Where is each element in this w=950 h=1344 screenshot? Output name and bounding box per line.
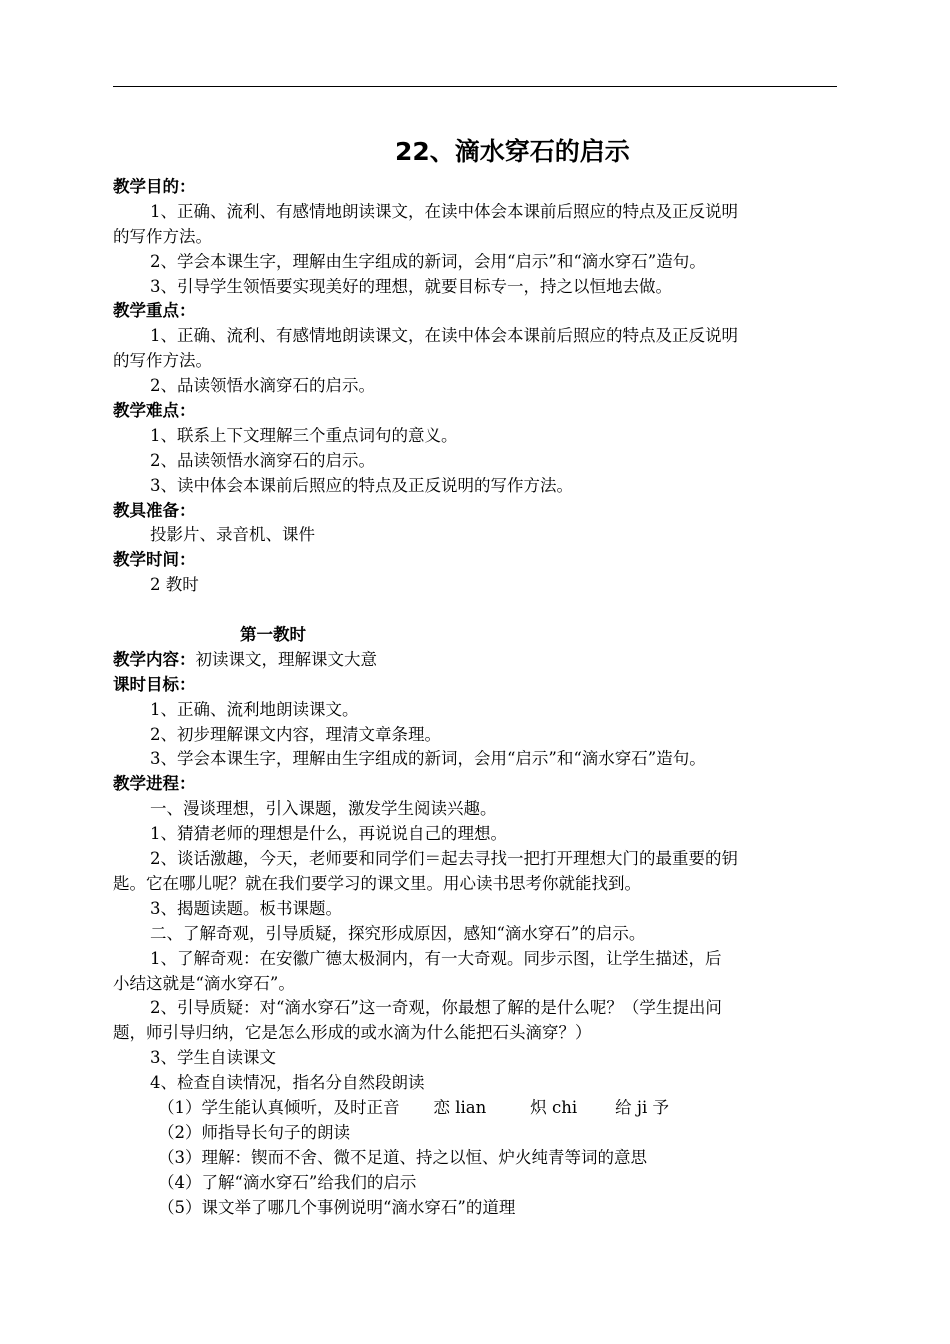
process-step: 2、引导质疑：对“滴水穿石”这一奇观，你最想了解的是什么呢？（学生提出问	[150, 998, 722, 1018]
difficulties-heading: 教学难点：	[113, 401, 196, 421]
objective-2: 2、初步理解课文内容，理清文章条理。	[150, 724, 441, 744]
key-point-1-cont: 的写作方法。	[113, 351, 212, 371]
process-step: 3、揭题读题。板书课题。	[150, 898, 342, 918]
sub-step-3: （3）理解：锲而不舍、微不足道、持之以恒、炉火纯青等词的意思	[158, 1147, 647, 1167]
spacer	[113, 598, 837, 623]
sub-step-5: （5）课文举了哪几个事例说明“滴水穿石”的道理	[158, 1197, 516, 1217]
process-heading: 教学进程：	[113, 774, 196, 794]
lesson-content-line	[113, 648, 837, 673]
time-heading: 教学时间：	[113, 550, 196, 570]
pinyin-chi: 炽 chi	[530, 1097, 578, 1117]
tools-text: 投影片、录音机、课件	[150, 525, 315, 545]
lesson-content-label: 教学内容：	[113, 649, 196, 669]
difficulty-2: 2、品读领悟水滴穿石的启示。	[150, 450, 375, 470]
difficulty-3: 3、读中体会本课前后照应的特点及正反说明的写作方法。	[150, 475, 573, 495]
process-step-cont: 小结这就是“滴水穿石”。	[113, 973, 295, 993]
header-rule	[113, 86, 837, 87]
process-step: 2、谈话激趣，今天，老师要和同学们＝起去寻找一把打开理想大门的最重要的钥	[150, 849, 738, 869]
difficulty-1: 1、联系上下文理解三个重点词句的意义。	[150, 425, 458, 445]
process-step: 一、漫谈理想，引入课题，激发学生阅读兴趣。	[150, 799, 497, 819]
time-text: 2 教时	[150, 575, 199, 595]
key-point-2: 2、品读领悟水滴穿石的启示。	[150, 376, 375, 396]
sub-step-1-text: （1）学生能认真倾听，及时正音	[158, 1097, 400, 1117]
objective-3: 3、学会本课生字，理解由生字组成的新词，会用“启示”和“滴水穿石”造句。	[150, 749, 706, 769]
goal-item-1: 1、正确、流利、有感情地朗读课文，在读中体会本课前后照应的特点及正反说明	[150, 201, 738, 221]
pinyin-ji: 给 ji 予	[615, 1097, 670, 1117]
key-points-heading: 教学重点：	[113, 301, 196, 321]
lesson-content-text: 初读课文，理解课文大意	[195, 649, 377, 669]
lesson-heading: 第一教时	[240, 625, 306, 645]
document-body	[113, 175, 837, 1220]
goal-item-3: 3、引导学生领悟要实现美好的理想，就要目标专一，持之以恒地去做。	[150, 276, 672, 296]
process-step: 二、了解奇观，引导质疑，探究形成原因，感知“滴水穿石”的启示。	[150, 923, 646, 943]
process-step-cont: 题，师引导归纳，它是怎么形成的或水滴为什么能把石头滴穿？）	[113, 1023, 592, 1043]
objective-1: 1、正确、流利地朗读课文。	[150, 699, 359, 719]
goal-item-1-cont: 的写作方法。	[113, 226, 212, 246]
sub-step-1	[113, 1096, 837, 1121]
process-step: 4、检查自读情况，指名分自然段朗读	[150, 1073, 425, 1093]
sub-step-2: （2）师指导长句子的朗读	[158, 1122, 350, 1142]
page-title: 22、滴水穿石的启示	[395, 137, 630, 166]
goals-heading: 教学目的：	[113, 177, 196, 196]
process-step-cont: 匙。它在哪儿呢？就在我们要学习的课文里。用心读书思考你就能找到。	[113, 873, 641, 893]
tools-heading: 教具准备：	[113, 500, 196, 520]
pinyin-lian: 恋 lian	[433, 1097, 487, 1117]
process-step: 1、了解奇观：在安徽广德太极洞内，有一大奇观。同步示图，让学生描述，后	[150, 948, 722, 968]
sub-step-4: （4）了解“滴水穿石”给我们的启示	[158, 1172, 417, 1192]
process-step: 3、学生自读课文	[150, 1048, 276, 1068]
objectives-heading: 课时目标：	[113, 674, 196, 694]
key-point-1: 1、正确、流利、有感情地朗读课文，在读中体会本课前后照应的特点及正反说明	[150, 326, 738, 346]
goal-item-2: 2、学会本课生字，理解由生字组成的新词，会用“启示”和“滴水穿石”造句。	[150, 251, 706, 271]
process-step: 1、猜猜老师的理想是什么，再说说自己的理想。	[150, 824, 507, 844]
